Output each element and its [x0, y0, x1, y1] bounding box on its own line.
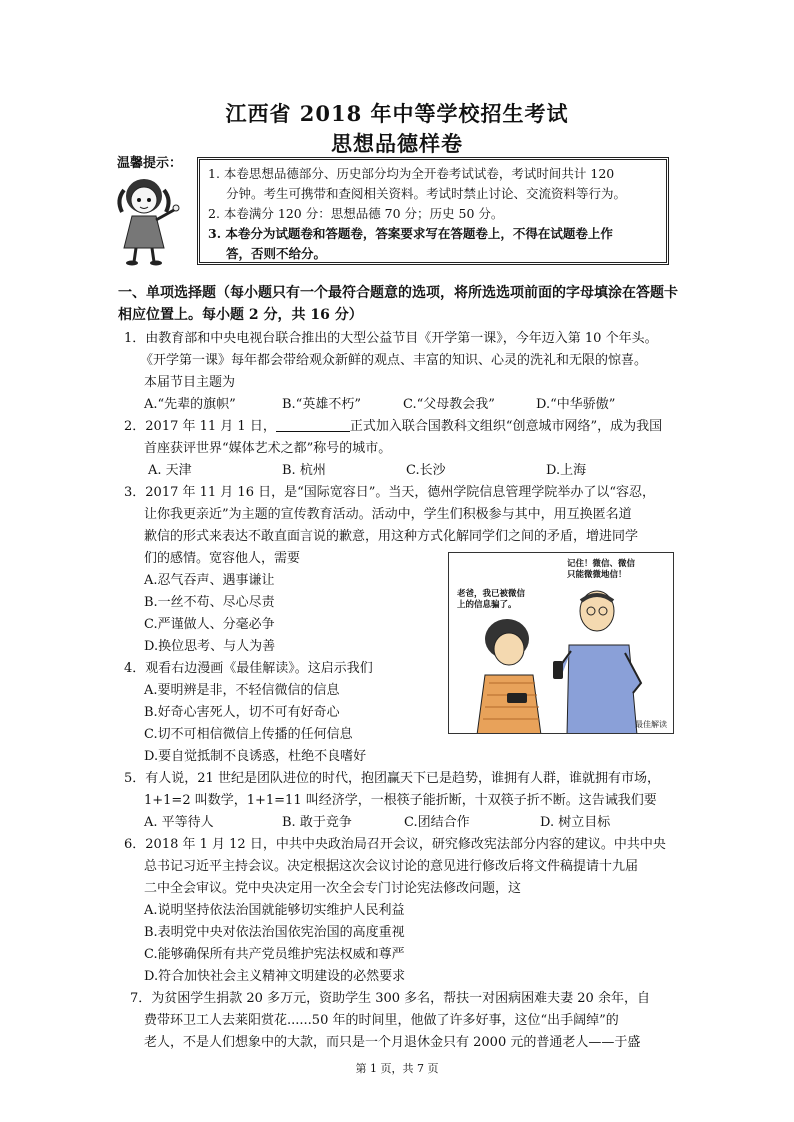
- speech-bubble-child: 老爸，我已被微信 上的信息骗了。: [457, 589, 526, 610]
- q3-option-c: C.严谨做人、分毫必争: [144, 617, 275, 632]
- cartoon-caption: 最佳解读: [635, 720, 667, 729]
- q2-option-b: B. 杭州: [282, 463, 326, 478]
- q5-option-d: D. 树立目标: [540, 815, 611, 830]
- q4-option-b: B.好奇心害死人，切不可有好奇心: [144, 705, 340, 720]
- question-2-text: 首座获评世界“媒体艺术之都”称号的城市。: [144, 441, 392, 456]
- question-7-text: 费带环卫工人去莱阳赏花......50 年的时间里，他做了许多好事，这位“出手阔绰”的: [144, 1013, 619, 1028]
- q4-option-c: C.切不可相信微信上传播的任何信息: [144, 727, 353, 742]
- q2-text-post: 正式加入联合国教科文组织“创意城市网络”，成为我国: [349, 419, 663, 434]
- tip-line: 1. 本卷思想品德部分、历史部分均为全开卷考试试卷，考试时间共计 120: [208, 166, 615, 181]
- question-7-text: 老人，不是人们想象中的大款，而只是一个月退休金只有 2000 元的普通老人——于盛: [144, 1035, 641, 1050]
- q5-option-c: C.团结合作: [404, 815, 470, 830]
- tip-line: 答，否则不给分。: [226, 246, 327, 261]
- question-1-text: 1．由教育部和中央电视台联合推出的大型公益节目《开学第一课》，今年迈入第 10 个年头。: [124, 331, 658, 346]
- tip-line: 3. 本卷分为试题卷和答题卷，答案要求写在答题卷上，不得在试题卷上作: [208, 226, 613, 241]
- q4-option-a: A.要明辨是非，不轻信微信的信息: [144, 683, 340, 698]
- q1-option-c: C.“父母教会我”: [403, 397, 495, 412]
- tips-box: [197, 157, 669, 265]
- q3-option-d: D.换位思考、与人为善: [144, 639, 276, 654]
- question-7-text: 7．为贫困学生捐款 20 多万元，资助学生 300 多名，帮扶一对困病困难夫妻 20 余年，自: [130, 991, 650, 1006]
- answer-blank: [276, 417, 350, 432]
- q2-option-a: A. 天津: [148, 463, 192, 478]
- question-5-text: 1+1=2 叫数学，1+1=11 叫经济学，一根筷子能折断，十双筷子折不断。这告诫我们要: [144, 793, 657, 808]
- q1-option-d: D.“中华骄傲”: [536, 397, 616, 412]
- cartoon-best-interpretation: [448, 552, 674, 734]
- q3-option-b: B.一丝不苟、尽心尽责: [144, 595, 275, 610]
- q1-option-a: A.“先辈的旗帜”: [144, 397, 236, 412]
- q6-option-b: B.表明党中央对依法治国依宪治国的高度重视: [144, 925, 405, 940]
- tips-label: 温馨提示：: [117, 156, 183, 171]
- question-3-text: 歉信的形式来表达不敢直面言说的歉意，用这种方式化解同学们之间的矛盾，增进同学: [144, 529, 639, 544]
- q6-option-a: A.说明坚持依法治国就能够切实维护人民利益: [144, 903, 405, 918]
- tip-line: 分钟。考生可携带和查阅相关资料。考试时禁止讨论、交流资料等行为。: [226, 186, 627, 201]
- speech-bubble-father: 记住！微信、微信 只能微微地信！: [567, 559, 636, 580]
- question-3-text: 3．2017 年 11 月 16 日，是“国际宽容日”。当天，德州学院信息管理学院举办了以“容忍，: [124, 485, 656, 500]
- question-4-text: 4．观看右边漫画《最佳解读》。这启示我们: [124, 661, 373, 676]
- q6-option-c: C.能够确保所有共产党员维护宪法权威和尊严: [144, 947, 405, 962]
- question-2-text: [124, 416, 662, 437]
- q2-option-c: C.长沙: [406, 463, 446, 478]
- q3-option-a: A.忍气吞声、遇事谦让: [144, 573, 275, 588]
- question-1-text: 《开学第一课》每年都会带给观众新鲜的观点、丰富的知识、心灵的洗礼和无限的惊喜。: [140, 353, 648, 368]
- page-number: 第 1 页，共 7 页: [355, 1062, 439, 1075]
- q2-text-pre: 2．2017 年 11 月 1 日，: [124, 419, 276, 434]
- section-heading: 一、单项选择题（每小题只有一个最符合题意的选项，将所选选项前面的字母填涂在答题卡: [118, 285, 678, 301]
- q6-option-d: D.符合加快社会主义精神文明建设的必然要求: [144, 969, 406, 984]
- section-heading: 相应位置上。每小题 2 分，共 16 分）: [118, 307, 363, 323]
- question-5-text: 5．有人说，21 世纪是团队进位的时代，抱团赢天下已是趋势，谁拥有人群，谁就拥有市场，: [124, 771, 660, 786]
- question-1-text: 本届节目主题为: [144, 375, 236, 390]
- exam-subtitle: 思想品德样卷: [331, 131, 463, 156]
- question-6-text: 二中全会审议。党中央决定用一次全会专门讨论宪法修改问题，这: [144, 881, 522, 896]
- cartoon-drawing-icon: [449, 553, 674, 734]
- q5-option-a: A. 平等待人: [144, 815, 214, 830]
- question-3-text: 们的感情。宽容他人，需要: [144, 551, 301, 566]
- q5-option-b: B. 敢于竞争: [282, 815, 352, 830]
- exam-title: 江西省 2018 年中等学校招生考试: [225, 101, 569, 126]
- q1-option-b: B.“英雄不朽”: [282, 397, 361, 412]
- question-3-text: 让你我更亲近”为主题的宣传教育活动。活动中，学生们积极参与其中，用互换匿名道: [144, 507, 632, 522]
- question-6-text: 6．2018 年 1 月 12 日，中共中央政治局召开会议，研究修改宪法部分内容的建议。中共中央: [124, 837, 666, 852]
- tip-line: 2. 本卷满分 120 分：思想品德 70 分；历史 50 分。: [208, 206, 504, 221]
- girl-illustration-icon: [108, 170, 188, 266]
- q2-option-d: D.上海: [546, 463, 587, 478]
- question-6-text: 总书记习近平主持会议。决定根据这次会议讨论的意见进行修改后将文件稿提请十九届: [144, 859, 639, 874]
- q4-option-d: D.要自觉抵制不良诱惑，杜绝不良嗜好: [144, 749, 367, 764]
